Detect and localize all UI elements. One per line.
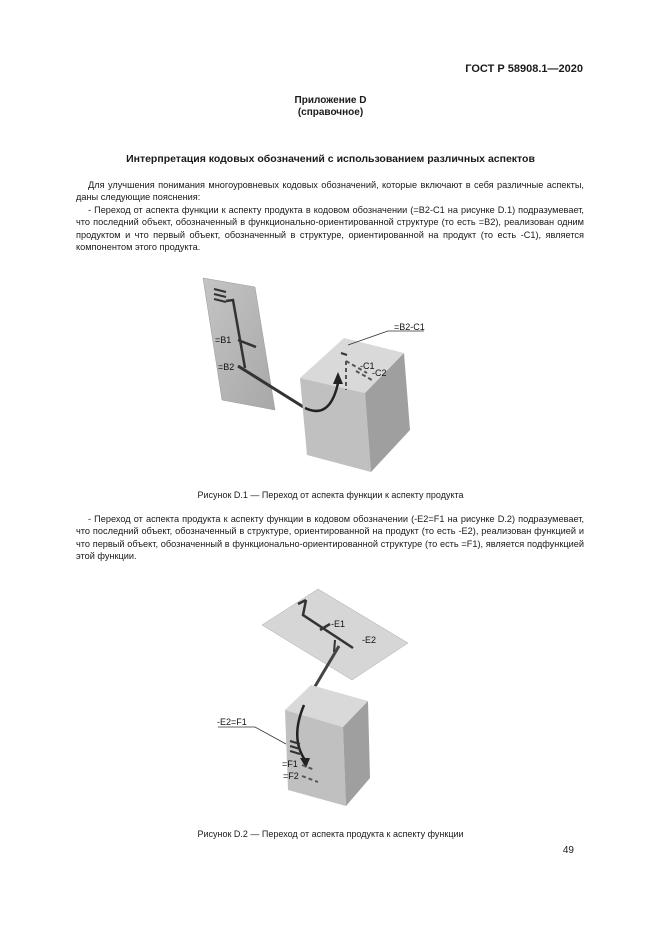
standard-number: ГОСТ Р 58908.1—2020: [465, 63, 583, 75]
section-heading: Интерпретация кодовых обозначений с использованием различных аспектов: [126, 153, 535, 165]
label-code-e2f1: -E2=F1: [217, 717, 247, 727]
appendix-subtitle: (справочное): [297, 107, 364, 118]
figure-d1-caption: Рисунок D.1 — Переход от аспекта функции к аспекту продукта: [197, 490, 464, 500]
product-structure-sheet: [262, 589, 408, 680]
label-e1: -E1: [331, 619, 346, 629]
label-f2: =F2: [283, 771, 299, 781]
point-2-paragraph: - Переход от аспекта продукта к аспекту функции в кодовом обозначении (-E2=F1 на рисунке D.2) подразумевает, что последний объект, обозначенный в структуре, ориентированной на продукт (то есть -E2), реализован функцией и что первый объект, обозначенный в функционально-ориентированной структуре (то есть =F1), является подфункцией этой функции.: [76, 514, 584, 562]
label-e2: -E2: [362, 635, 377, 645]
intro-paragraph: Для улучшения понимания многоуровневых кодовых обозначений, которые включают в себя различные аспекты, даны следующие пояснения:: [76, 180, 584, 203]
label-f1: =F1: [282, 759, 298, 769]
label-b1: =B1: [215, 335, 232, 345]
figure-d2-caption: Рисунок D.2 — Переход от аспекта продукта к аспекту функции: [197, 829, 464, 839]
label-c1: -C1: [360, 361, 375, 371]
page-number: 49: [562, 845, 574, 856]
label-code-b2c1: =B2-C1: [394, 322, 425, 332]
label-b2: =B2: [218, 362, 235, 372]
label-c2: -C2: [372, 368, 387, 378]
appendix-title: Приложение D: [294, 95, 367, 106]
point-1-paragraph: - Переход от аспекта функции к аспекту продукта в кодовом обозначении (=B2-C1 на рисунке D.1) подразумевает, что последний объект, обозначенный в функционально-ориентированной структуре (то есть =B2), реализован одним продуктом и что первый объект, обозначенный в структуре, ориентированной на продукт (то есть -C1), является компонентом этого продукта.: [76, 204, 584, 253]
